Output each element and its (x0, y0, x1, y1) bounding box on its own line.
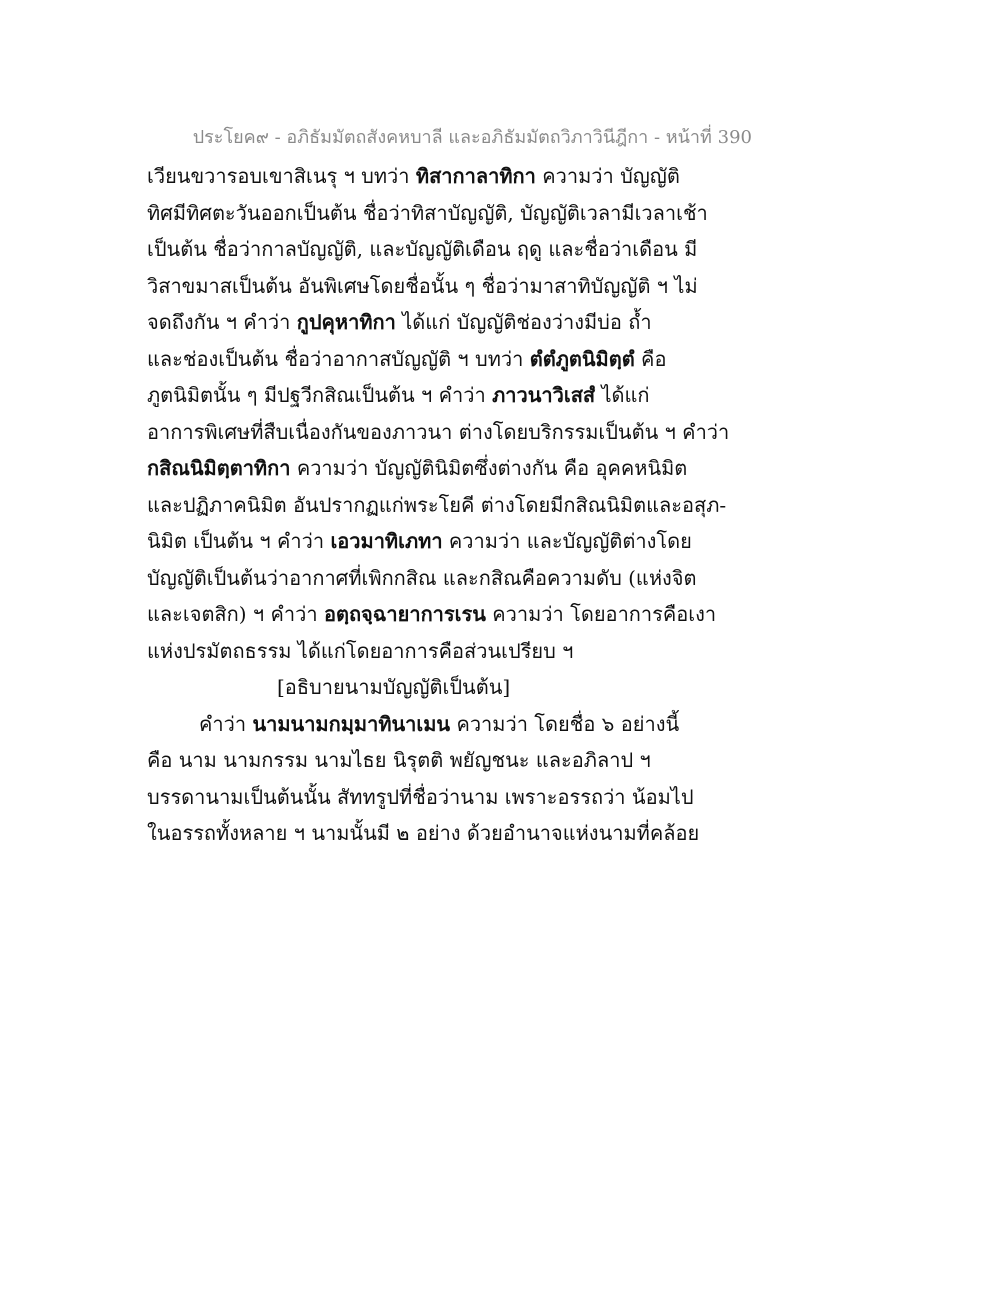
line-text: ความว่า บัญญัติ (535, 164, 680, 188)
line-text: ความว่า โดยชื่อ ๖ อย่างนี้ (450, 711, 680, 736)
section-heading: [อธิบายนามบัญญัติเป็นต้น] (277, 675, 511, 699)
line-text: คำว่า (199, 711, 253, 736)
text-line (147, 450, 707, 487)
line-text: ได้แก่ บัญญัติช่องว่างมีบ่อ ถ้ำ (395, 310, 652, 334)
page-body (147, 158, 730, 852)
line-text: และเจตสิก) ฯ คำว่า (147, 602, 324, 626)
line-text: เป็นต้น ชื่อว่ากาลบัญญัติ, และบัญญัติเดือน ฤดู และชื่อว่าเดือน มี (147, 237, 698, 261)
line-text: บรรดานามเป็นต้นนั้น สัททรูปที่ชื่อว่านาม เพราะอรรถว่า น้อมไป (147, 784, 694, 809)
text-line (147, 304, 707, 341)
text-line (147, 231, 707, 268)
text-line (147, 523, 707, 560)
text-line (147, 742, 707, 779)
pali-term: ตํตํภูตนิมิตฺตํ (529, 346, 635, 371)
line-text: วิสาขมาสเป็นต้น อันพิเศษโดยชื่อนั้น ๆ ชื่อว่ามาสาทิบัญญัติ ฯ ไม่ (147, 273, 698, 298)
line-text: จดถึงกัน ฯ คำว่า (147, 310, 297, 334)
page-header: ประโยค๙ - อภิธัมมัตถสังคหบาลี และอภิธัมมัตถวิภาวินีฎีกา - หน้าที่ 390 (192, 127, 752, 148)
paragraph-1 (147, 158, 730, 669)
text-line (147, 487, 727, 524)
line-text: ความว่า บัญญัตินิมิตซึ่งต่างกัน คือ อุคคหนิมิต (290, 456, 688, 480)
text-line (147, 268, 707, 305)
line-text: และช่องเป็นต้น ชื่อว่าอากาสบัญญัติ ฯ บทว่า (147, 346, 530, 371)
line-text: ความว่า และบัญญัติต่างโดย (442, 529, 692, 553)
text-line (147, 377, 707, 414)
line-text: บัญญัติเป็นต้นว่าอากาศที่เพิกกสิณ และกสิณคือความดับ (แห่งจิต (147, 565, 697, 590)
line-text: แห่งปรมัตถธรรม ได้แก่โดยอาการคือส่วนเปรียบ ฯ (147, 638, 574, 663)
pali-term: เอวมาทิเภทา (330, 529, 443, 553)
line-text: นิมิต เป็นต้น ฯ คำว่า (147, 529, 331, 553)
pali-term: กสิณนิมิตฺตาทิกา (147, 456, 291, 480)
pali-term: อตฺถจฺฉายาการเรน (323, 602, 486, 626)
line-text: ได้แก่ (595, 383, 650, 407)
pali-term: ภาวนาวิเสสํ (492, 383, 596, 407)
line-text: อาการพิเศษที่สืบเนื่องกันของภาวนา ต่างโดยบริกรรมเป็นต้น ฯ คำว่า (147, 419, 730, 444)
pali-term: กูปคุหาทิกา (296, 310, 396, 334)
text-line (147, 596, 717, 633)
paragraph-2 (147, 706, 707, 852)
line-text: เวียนขวารอบเขาสิเนรุ ฯ บทว่า (147, 164, 416, 188)
text-line (147, 560, 707, 597)
line-text: ความว่า โดยอาการคือเงา (485, 602, 717, 626)
text-line (147, 779, 707, 816)
line-text: ทิศมีทิศตะวันออกเป็นต้น ชื่อว่าทิสาบัญญัติ, บัญญัติเวลามีเวลาเช้า (147, 200, 708, 225)
pali-term: นามนามกมฺมาทินาเมน (252, 711, 451, 736)
text-line (147, 633, 707, 670)
text-line (147, 195, 707, 232)
line-text: ภูตนิมิตนั้น ๆ มีปฐวีกสิณเป็นต้น ฯ คำว่า (147, 383, 493, 407)
text-line (147, 414, 730, 451)
line-text: คือ (634, 346, 667, 371)
line-text: ในอรรถทั้งหลาย ฯ นามนั้นมี ๒ อย่าง ด้วยอำนาจแห่งนามที่คล้อย (147, 821, 700, 845)
text-line (147, 341, 707, 378)
text-line (147, 815, 707, 852)
pali-term: ทิสากาลาทิกา (415, 164, 536, 188)
line-text: และปฏิภาคนิมิต อันปรากฏแก่พระโยคี ต่างโดยมีกสิณนิมิตและอสุภ- (147, 492, 727, 517)
text-line (147, 706, 707, 743)
line-text: คือ นาม นามกรรม นามไธย นิรุตติ พยัญชนะ และอภิลาป ฯ (147, 748, 651, 772)
text-line (147, 158, 707, 195)
